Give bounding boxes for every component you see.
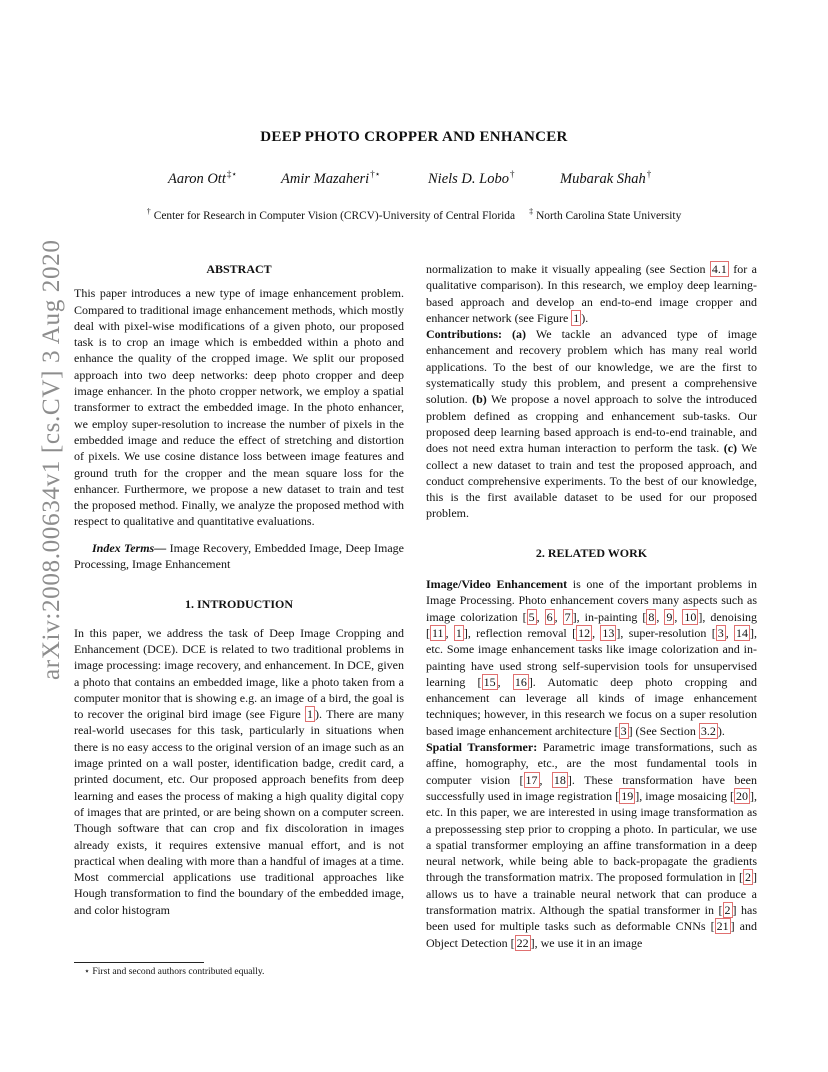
citation-link[interactable]: 1 xyxy=(455,625,462,640)
section-ref-link[interactable]: 4.1 xyxy=(711,262,727,276)
citation-link[interactable]: 11 xyxy=(432,625,444,640)
arxiv-sidebar xyxy=(20,239,65,680)
contributions-label: Contributions: xyxy=(426,327,503,342)
citation-link[interactable]: 7 xyxy=(564,609,571,624)
citation-link[interactable]: 21 xyxy=(716,919,729,934)
citation-link[interactable]: 2 xyxy=(724,902,731,917)
citation-link[interactable]: 13 xyxy=(602,625,615,640)
citation-link[interactable]: 20 xyxy=(736,788,748,803)
citation-link[interactable]: 12 xyxy=(578,625,591,640)
citation-link[interactable]: 18 xyxy=(553,772,566,787)
citation-link[interactable]: 6 xyxy=(546,609,553,624)
index-terms-text: Image Recovery, Embedded Image, Deep Image Processing, Image Enhancement xyxy=(74,540,405,572)
affiliations xyxy=(0,207,828,222)
enhancement-label: Image/Video Enhancement xyxy=(426,577,568,592)
affiliation-1: † Center for Research in Computer Vision (CRCV)-University of Central Florida xyxy=(146,207,516,222)
index-terms xyxy=(74,540,404,573)
arxiv-identifier: arXiv:2008.00634v1 [cs.CV] 3 Aug 2020 xyxy=(38,239,65,680)
spatial-transformer-label: Spatial Transformer: xyxy=(426,740,538,755)
author-1: Aaron Ott‡⋆ xyxy=(168,169,238,187)
paper-title: DEEP PHOTO CROPPER AND ENHANCER xyxy=(260,129,568,145)
citation-link[interactable]: 10 xyxy=(684,609,697,624)
figure-ref-link[interactable]: 1 xyxy=(307,707,314,722)
introduction-heading: 1. INTRODUCTION xyxy=(184,597,293,612)
author-2: Amir Mazaheri†⋆ xyxy=(281,169,381,187)
spatial-transformer-paragraph: Spatial Transformer: Parametric image transformations, such as affine, homography, etc., are the most fundamental tools in computer vision [ 17 , 18 ]. These transformation have been successfully used in image registration [ 19 ], image mosaicing [ 20 ], etc. In this paper, we are interested in using image transformation as a prepossessing step prior to cropping a photo. In particular, we use a spatial transformer employing an affine transformation in a deep neural network, while being able to back-propagate the gradients through the transformation matrix. The proposed formulation in [ 2 ] allows us to have a trainable neural network that can produce a transformation matrix. Although the spatial transformer in [ 2 ] has been used for multiple tasks such as deformable CNNs [ 21 ] and Object Detection [ 22 ], we use it in an image xyxy=(426,740,757,950)
citation-link[interactable]: 3 xyxy=(620,723,627,738)
author-list xyxy=(0,169,828,191)
citation-link[interactable]: 9 xyxy=(666,609,673,624)
citation-link[interactable]: 19 xyxy=(621,788,634,803)
citation-link[interactable]: 17 xyxy=(525,772,538,787)
citation-link[interactable]: 2 xyxy=(745,870,751,885)
index-terms-label: Index Terms— xyxy=(92,540,167,555)
right-column xyxy=(426,261,757,951)
section-ref-link[interactable]: 3.2 xyxy=(700,723,716,738)
citation-link[interactable]: 22 xyxy=(516,935,529,950)
citation-link[interactable]: 16 xyxy=(514,674,527,689)
affiliation-2: ‡ North Carolina State University xyxy=(529,207,682,222)
introduction-text: In this paper, we address the task of Deep Image Cropping and Enhancement (DCE). DCE is related to two traditional problems in image processing: image recovery, and enhancement. In DCE, given a photo that contains an embedded image, like a photo taken from a computer monitor that is showing e.g. an image of a bird, the goal is to recover the original bird image (see Figure 1 ). There are many real-world usecases for this task, particularly in situations when there is no easy access to the original version of an image such as an image printed on a wall poster, identification badge, credit card, a printed document, etc. Our proposed approach benefits from deep learning and eases the process of making a high quality digital copy of images that are printed, or are being shown on a computer screen. Though software that can crop and fix discoloration in images already exists, it requires extensive manual effort, and is not practical when dealing with more than a handful of images at a time. Most commercial applications use traditional approaches like Hough transformation to find the boundary of the embedded image, and color histogram xyxy=(74,625,404,917)
enhancement-paragraph: Image/Video Enhancement is one of the important problems in Image Processing. Photo enhancement covers many aspects such as image colorization [ 5 , 6 , 7 ], in-painting [ 8 , 9 , 10 ], denoising [ 11 , 1 ], reflection removal [ 12 , 13 ], super-resolution [ 3 , 14 ], etc. Some image enhancement tasks like image colorization and in-painting have used strong self-supervision tools for unsupervised learning [ 15 , 16 ]. Automatic deep photo cropping and enhancement can leverage all kinds of image enhancement techniques; however, in this research we focus on a super resolution based image enhancement architecture [ 3 ] (See Section 3.2 ). xyxy=(426,577,758,738)
citation-link[interactable]: 3 xyxy=(717,625,724,640)
citation-link[interactable]: 15 xyxy=(483,674,496,689)
author-4: Mubarak Shah† xyxy=(560,169,652,187)
abstract-heading: ABSTRACT xyxy=(206,262,272,276)
citation-link[interactable]: 14 xyxy=(736,625,749,640)
abstract-text: This paper introduces a new type of image enhancement problem. Compared to traditional image enhancement methods, which mostly deal with pixel-wise modifications of a given photo, our proposed task is to crop an image which is embedded within a photo and enhance the quality of the cropped image. We split our proposed approach into two deep networks: deep photo cropper and deep image enhancer. In the photo cropper network, we employ a spatial transformer to extract the embedded image. In the photo enhancer, we employ super-resolution to increase the number of pixels in the embedded image and reduce the effect of stretching and distortion of pixels. We use cosine distance loss between image features and ground truth for the cropper and the mean square loss for the enhancer. Furthermore, we propose a new dataset to train and test the proposed method. Finally, we analyze the proposed method with respect to qualitative and quantitative evaluations. xyxy=(74,286,404,529)
footnote-rule xyxy=(74,962,204,963)
related-work-heading: 2. RELATED WORK xyxy=(535,545,648,560)
left-column xyxy=(74,261,404,918)
contributions-paragraph: Contributions: (a) We tackle an advanced type of image enhancement and recovery problem which has many real world applications. To the best of our knowledge, we are the first to systematically study this problem, and present a comprehensive solution. (b) We propose a novel approach to solve the introduced problem defined as cropping and enhancement sub-tasks. Our proposed deep learning based approach is end-to-end trainable, and does not need extra human interaction to perform the task. (c) We collect a new dataset to train and test the proposed approach, and conduct comprehensive experiments. To the best of our knowledge, this is the first available dataset to be used for our proposed problem. xyxy=(426,327,758,521)
citation-link[interactable]: 5 xyxy=(528,609,535,624)
intro-continuation: normalization to make it visually appealing (see Section 4.1 for a qualitative comparison). In this research, we employ deep learning-based approach and develop an end-to-end image cropper and enhancer network (see Figure 1 ). xyxy=(426,262,757,325)
footnote: ⋆ First and second authors contributed equally. xyxy=(84,966,265,977)
author-3: Niels D. Lobo† xyxy=(428,169,515,187)
citation-link[interactable]: 8 xyxy=(648,609,655,624)
figure-ref-link[interactable]: 1 xyxy=(573,310,580,325)
